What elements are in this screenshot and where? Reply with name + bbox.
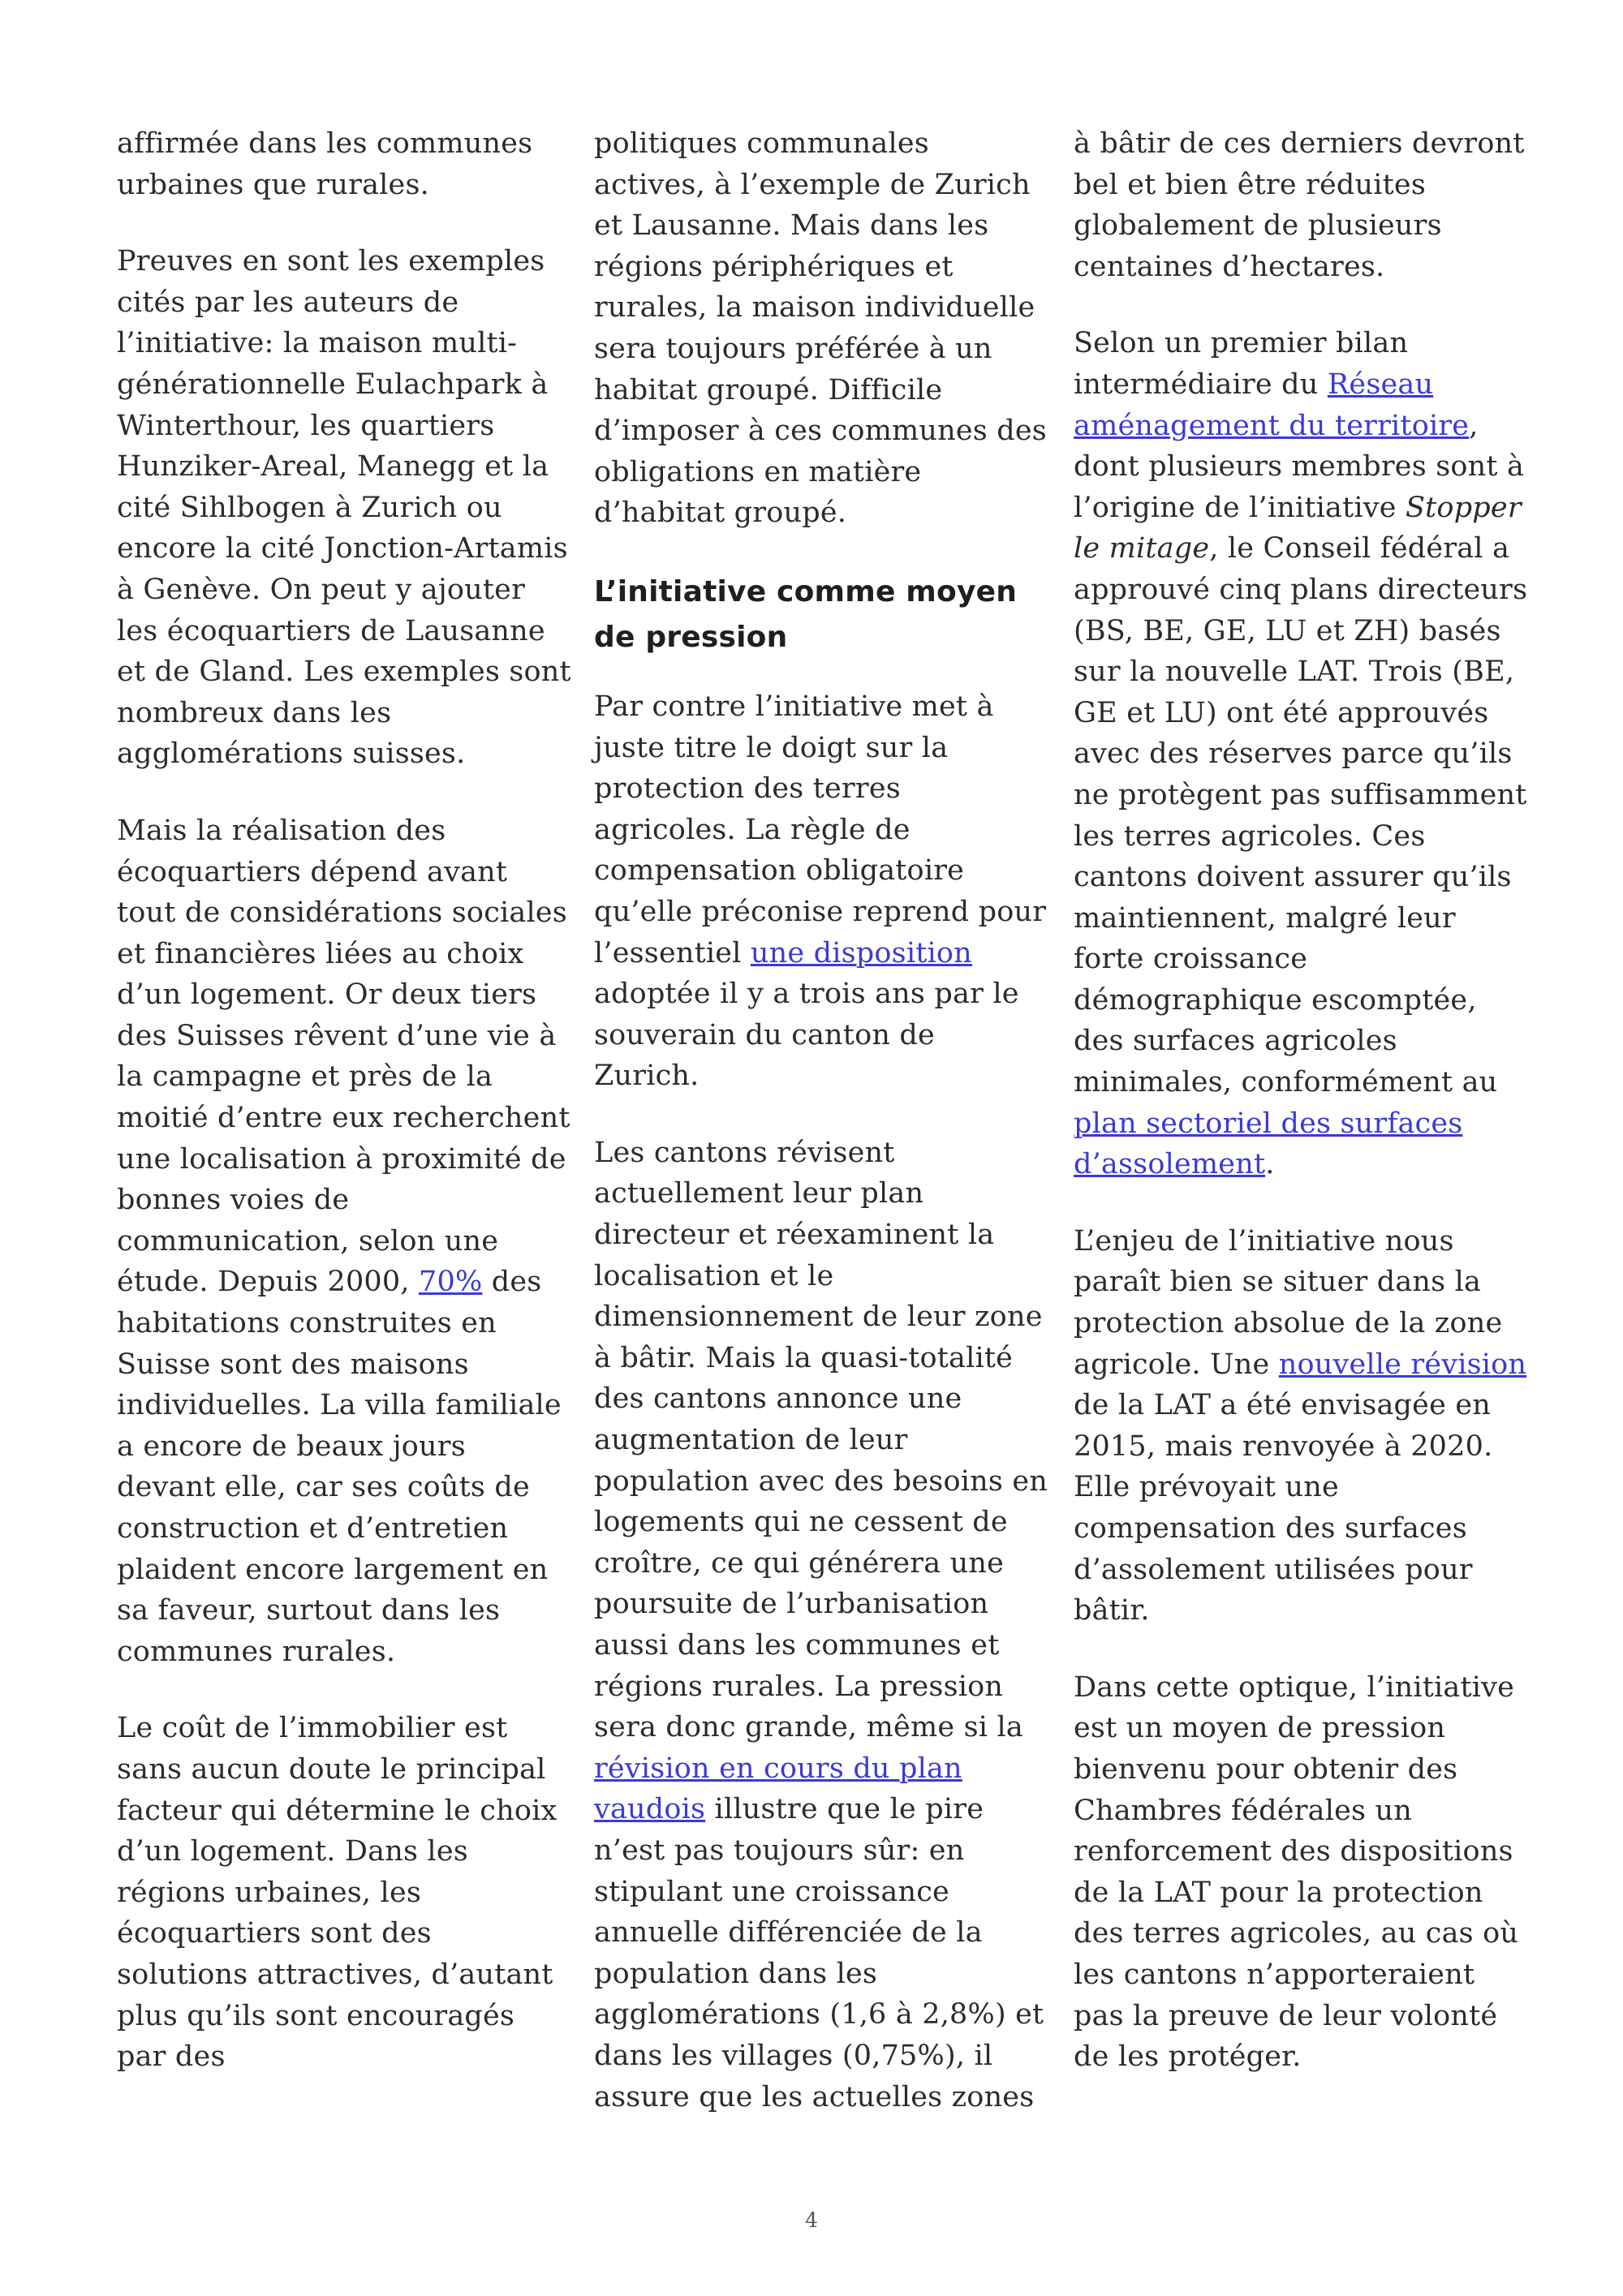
- paragraph-text: politiques communales actives, à l’exemple de Zurich et Lausanne. Mais dans les régions périphériques et rurales, la maison individuelle sera toujours préférée à un habitat groupé. Difficile d’imposer à ces communes des obligations en matière d’habitat groupé.: [594, 127, 1047, 530]
- paragraph: [1074, 323, 1528, 1185]
- paragraph-text: affirmée dans les communes urbaines que rurales.: [117, 127, 533, 201]
- link-une-disposition[interactable]: une disposition: [750, 936, 972, 970]
- section-heading: L’initiative comme moyen de pression: [594, 574, 1018, 654]
- paragraph-text: des habitations construites en Suisse sont des maisons individuelles. La villa familiale a encore de beaux jours devant elle, car ses coûts de construction et d’entretien plaident encore largement en sa faveur, surtout dans les communes rurales.: [117, 1266, 562, 1668]
- paragraph-text: Les cantons révisent actuellement leur plan directeur et réexaminent la localisation et le dimensionnement de leur zone à bâtir. Mais la quasi-totalité des cantons annonce une augmentation de leur population avec des besoins en logements qui ne cessent de croître, ce qui générera une poursuite de l’urbanisation aussi dans les communes et régions rurales. La pression sera donc grande, même si la: [594, 1136, 1048, 1744]
- paragraph: [117, 810, 571, 1672]
- paragraph-text: , le Conseil fédéral a approuvé cinq plans directeurs (BS, BE, GE, LU et ZH) basés sur la nouvelle LAT. Trois (BE, GE et LU) ont été approuvés avec des réserves parce qu’ils ne protègent pas suffisamment les terres agricoles. Ces cantons doivent assurer qu’ils maintiennent, malgré leur forte croissance démographique escomptée, des surfaces agricoles minimales, conformément au: [1074, 532, 1528, 1099]
- paragraph-text: L’enjeu de l’initiative nous paraît bien se situer dans la protection absolue de la zone agricole. Une: [1074, 1224, 1503, 1381]
- paragraph: [594, 1133, 1048, 2118]
- paragraph-text: Dans cette optique, l’initiative est un moyen de pression bienvenu pour obtenir des Chambres fédérales un renforcement des dispositions de la LAT pour la protection des terres agricoles, au cas où les cantons n’apporteraient pas la preuve de leur volonté de les protéger.: [1074, 1670, 1519, 2074]
- paragraph-text: Le coût de l’immobilier est sans aucun doute le principal facteur qui détermine le choix d’un logement. Dans les régions urbaines, les écoquartiers sont des solutions attractives, d’autant plus qu’ils sont encouragés par des: [117, 1712, 558, 2074]
- paragraph-text: Par contre l’initiative met à juste titre le doigt sur la protection des terres agricoles. La règle de compensation obligatoire qu’elle préconise reprend pour l’essentiel: [594, 690, 1047, 970]
- paragraph-text: à bâtir de ces derniers devront bel et bien être réduites globalement de plusieurs centaines d’hectares.: [1074, 127, 1525, 283]
- paragraph-text: Preuves en sont les exemples cités par les auteurs de l’initiative: la maison multi-générationnelle Eulachpark à Winterthour, les quartiers Hunziker-Areal, Manegg et la cité Sihlbogen à Zurich ou encore la cité Jonction-Artamis à Genève. On peut y ajouter les écoquartiers de Lausanne et de Gland. Les exemples sont nombreux dans les agglomérations suisses.: [117, 245, 571, 771]
- paragraph-text: Mais la réalisation des écoquartiers dépend avant tout de considérations sociales et financières liées au choix d’un logement. Or deux tiers des Suisses rêvent d’une vie à la campagne et près de la moitié d’entre eux recherchent une localisation à proximité de bonnes voies de communication, selon une étude. Depuis 2000,: [117, 814, 570, 1299]
- paragraph: [1074, 1221, 1528, 1632]
- paragraph: [117, 123, 571, 205]
- paragraph: [1074, 123, 1528, 287]
- link-70-percent[interactable]: 70%: [419, 1266, 483, 1299]
- text-column-1: [117, 123, 571, 2078]
- initiative-title: Stopper le mitage: [1074, 491, 1522, 565]
- link-reseau-amenagement[interactable]: Réseau aménagement du territoire: [1074, 368, 1470, 442]
- paragraph-text: illustre que le pire n’est pas toujours sûr: en stipulant une croissance annuelle différenciée de la population dans les agglomérations (1,6 à 2,8%) et dans les villages (0,75%), il assure que les actuelles zones: [594, 1793, 1044, 2113]
- paragraph: [594, 686, 1048, 1097]
- paragraph: [1074, 1667, 1528, 2078]
- page-number: 4: [805, 2208, 818, 2232]
- paragraph-text: Selon un premier bilan intermédiaire du: [1074, 327, 1409, 401]
- paragraph: [117, 1708, 571, 2077]
- paragraph-text: de la LAT a été envisagée en 2015, mais renvoyée à 2020. Elle prévoyait une compensation des surfaces d’assolement utilisées pour bâtir.: [1074, 1389, 1493, 1627]
- link-nouvelle-revision[interactable]: nouvelle révision: [1278, 1348, 1527, 1381]
- link-plan-sectoriel[interactable]: plan sectoriel des surfaces d’assolement: [1074, 1107, 1463, 1181]
- paragraph: [117, 241, 571, 775]
- paragraph-text: .: [1265, 1148, 1275, 1181]
- paragraph-text: , dont plusieurs membres sont à l’origine de l’initiative: [1074, 409, 1525, 524]
- paragraph: [594, 123, 1048, 534]
- paragraph-text: adoptée il y a trois ans par le souverain du canton de Zurich.: [594, 978, 1019, 1093]
- text-column-3: [1074, 123, 1528, 2078]
- link-revision-plan-vaudois[interactable]: révision en cours du plan vaudois: [594, 1752, 962, 1826]
- text-column-2: [594, 123, 1048, 2118]
